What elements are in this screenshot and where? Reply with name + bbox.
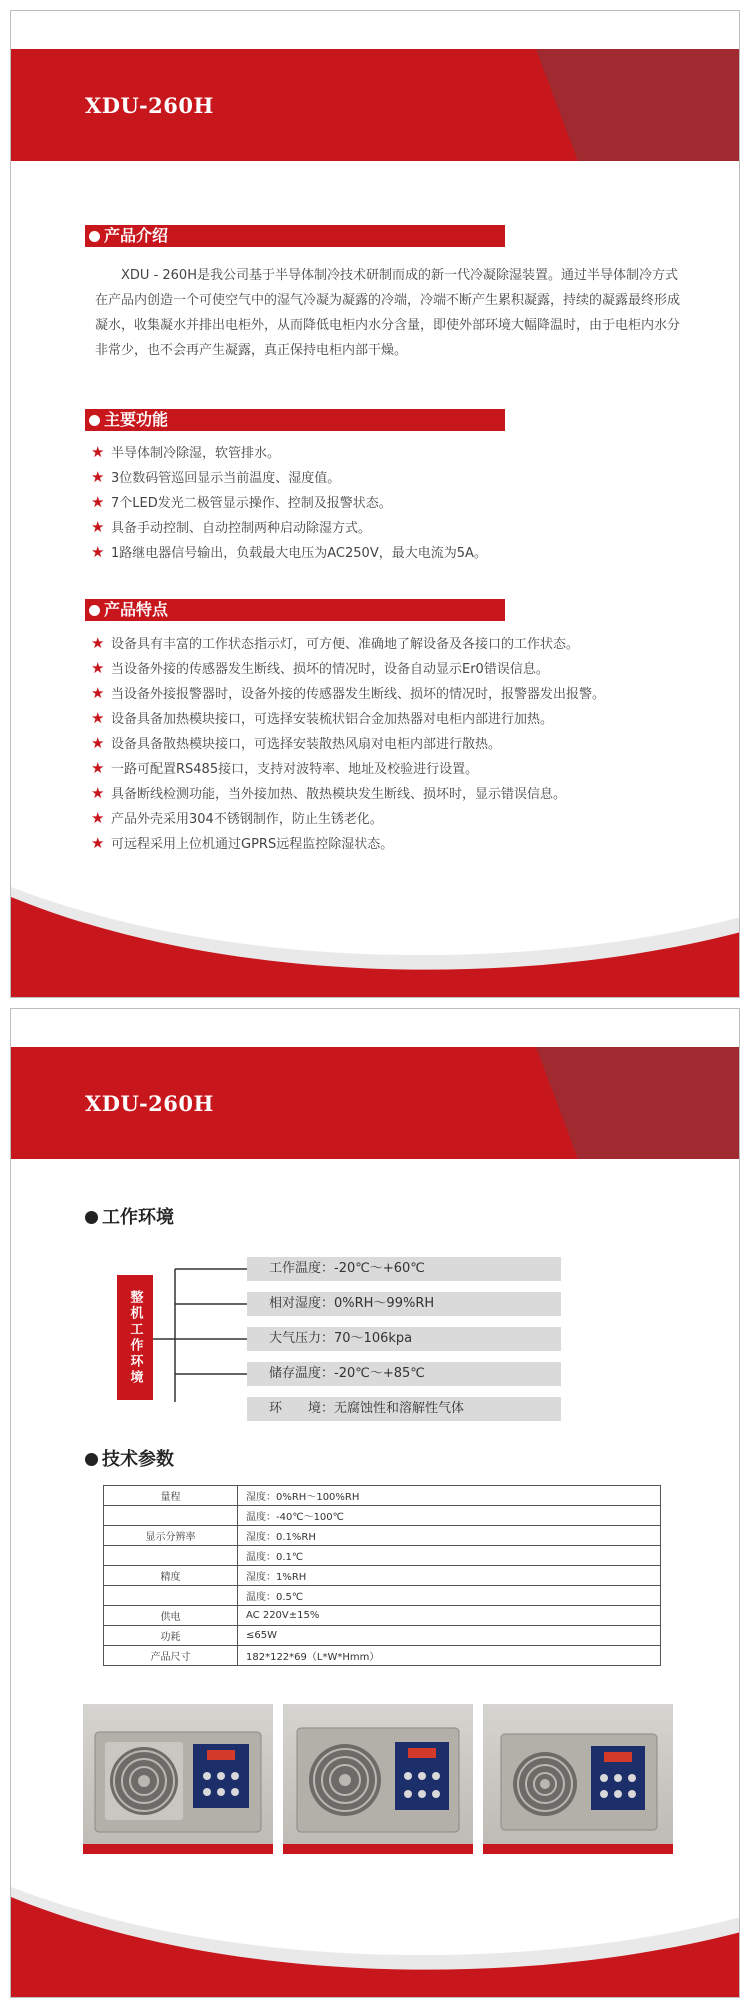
- table-row: 供电 AC 220V±15%: [104, 1606, 661, 1626]
- star-icon: ★: [91, 518, 105, 536]
- list-item: ★ 半导体制冷除湿，软管排水。: [91, 440, 487, 465]
- star-icon: ★: [91, 684, 105, 702]
- star-icon: ★: [91, 784, 105, 802]
- list-item: ★ 当设备外接报警器时，设备外接的传感器发生断线、损坏的情况时，报警器发出报警。: [91, 681, 605, 706]
- product-photo-2: [283, 1704, 473, 1854]
- table-row: 产品尺寸 182*122*69（L*W*Hmm）: [104, 1646, 661, 1666]
- bullet-dot-icon: [85, 1211, 98, 1224]
- table-row: 量程 湿度：0%RH～100%RH: [104, 1486, 661, 1506]
- section-header-specs: 技术参数: [85, 1445, 174, 1471]
- list-item: ★ 可远程采用上位机通过GPRS远程监控除湿状态。: [91, 831, 605, 856]
- star-icon: ★: [91, 834, 105, 852]
- star-icon: ★: [91, 493, 105, 511]
- intro-paragraph: XDU - 260H是我公司基于半导体制冷技术研制而成的新一代冷凝除湿装置。通过半导体制冷方式在产品内创造一个可使空气中的湿气冷凝为凝露的冷端，冷端不断产生累积凝露，持续的凝露最终形成凝水，收集凝水并排出电柜外，从而降低电柜内水分含量，即使外部环境大幅降温时，由于电柜内水分非常少，也不会再产生凝露，真正保持电柜内部干燥。: [95, 268, 681, 358]
- star-icon: ★: [91, 468, 105, 486]
- list-item: ★ 具备断线检测功能，当外接加热、散热模块发生断线、损坏时，显示错误信息。: [91, 781, 605, 806]
- star-icon: ★: [91, 809, 105, 827]
- photo-bar: [83, 1844, 273, 1854]
- star-icon: ★: [91, 759, 105, 777]
- star-icon: ★: [91, 709, 105, 727]
- table-row: 显示分辨率 湿度：0.1%RH: [104, 1526, 661, 1546]
- environment-label: 整机工作环境: [117, 1275, 153, 1400]
- photo-bar: [283, 1844, 473, 1854]
- bullet-dot-icon: [89, 415, 100, 426]
- photo-bar: [483, 1844, 673, 1854]
- footer-wave: [11, 877, 740, 997]
- section-header-functions: 主要功能: [85, 409, 505, 431]
- features-list: [91, 631, 605, 856]
- table-row: 温度：0.1℃: [104, 1546, 661, 1566]
- star-icon: ★: [91, 659, 105, 677]
- dehumidifier-unit-icon: [283, 1704, 473, 1854]
- table-row: 温度：-40℃～100℃: [104, 1506, 661, 1526]
- table-row: 精度 湿度：1%RH: [104, 1566, 661, 1586]
- section-header-features: 产品特点: [85, 599, 505, 621]
- env-row-working-temp: 工作温度：-20℃～+60℃: [247, 1257, 561, 1281]
- functions-list: [91, 440, 487, 565]
- bullet-dot-icon: [85, 1453, 98, 1466]
- section-header-intro: 产品介绍: [85, 225, 505, 247]
- footer-wave: [11, 1877, 740, 1997]
- list-item: ★ 1路继电器信号输出，负载最大电压为AC250V，最大电流为5A。: [91, 540, 487, 565]
- star-icon: ★: [91, 543, 105, 561]
- env-row-pressure: 大气压力：70～106kpa: [247, 1327, 561, 1351]
- list-item: ★ 设备具备加热模块接口，可选择安装梳状铝合金加热器对电柜内部进行加热。: [91, 706, 605, 731]
- product-photo-3: [483, 1704, 673, 1854]
- star-icon: ★: [91, 443, 105, 461]
- header-banner: [11, 49, 740, 161]
- product-photo-1: [83, 1704, 273, 1854]
- dehumidifier-unit-icon: [83, 1704, 273, 1854]
- star-icon: ★: [91, 734, 105, 752]
- spec-table: [103, 1485, 661, 1666]
- star-icon: ★: [91, 634, 105, 652]
- list-item: ★ 7个LED发光二极管显示操作、控制及报警状态。: [91, 490, 487, 515]
- model-title: XDU-260H: [85, 1091, 214, 1116]
- dehumidifier-unit-icon: [483, 1704, 673, 1854]
- bullet-dot-icon: [89, 231, 100, 242]
- list-item: ★ 设备具有丰富的工作状态指示灯，可方便、准确地了解设备及各接口的工作状态。: [91, 631, 605, 656]
- table-row: 功耗 ≤65W: [104, 1626, 661, 1646]
- brochure-page-2: [10, 1008, 740, 1998]
- list-item: ★ 当设备外接的传感器发生断线、损坏的情况时，设备自动显示Er0错误信息。: [91, 656, 605, 681]
- header-banner: [11, 1047, 740, 1159]
- table-row: 温度：0.5℃: [104, 1586, 661, 1606]
- list-item: ★ 3位数码管巡回显示当前温度、湿度值。: [91, 465, 487, 490]
- section-header-environment: 工作环境: [85, 1203, 174, 1229]
- list-item: ★ 设备具备散热模块接口，可选择安装散热风扇对电柜内部进行散热。: [91, 731, 605, 756]
- list-item: ★ 产品外壳采用304不锈钢制作，防止生锈老化。: [91, 806, 605, 831]
- env-row-humidity: 相对湿度：0%RH～99%RH: [247, 1292, 561, 1316]
- env-row-storage-temp: 储存温度：-20℃～+85℃: [247, 1362, 561, 1386]
- model-title: XDU-260H: [85, 93, 214, 118]
- list-item: ★ 一路可配置RS485接口，支持对波特率、地址及校验进行设置。: [91, 756, 605, 781]
- bullet-dot-icon: [89, 605, 100, 616]
- environment-bracket-lines: [153, 1257, 253, 1402]
- env-row-environment: 环 境：无腐蚀性和溶解性气体: [247, 1397, 561, 1421]
- brochure-page-1: [10, 10, 740, 998]
- list-item: ★ 具备手动控制、自动控制两种启动除湿方式。: [91, 515, 487, 540]
